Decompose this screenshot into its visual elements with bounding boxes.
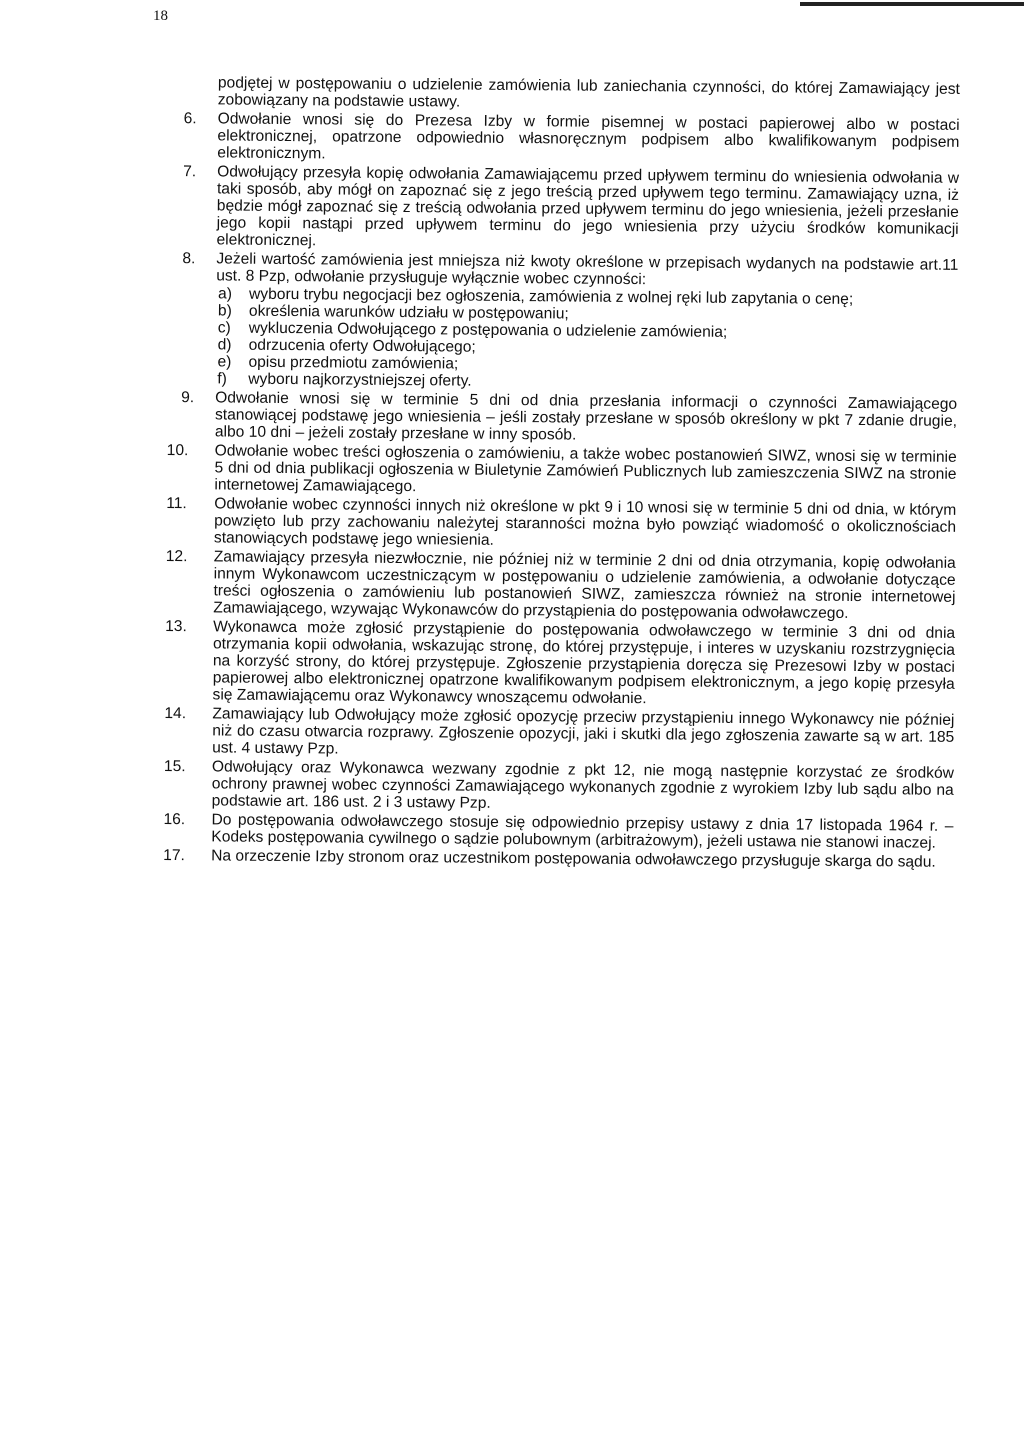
item-text: Do postępowania odwoławczego stosuje się odpowiednio przepisy ustawy z dnia 17 listopada 1964 r. – Kodeks postępowania cywilnego o sądzie polubownym (arbitrażowym), jeżeli ustawa nie stanowi inaczej. (211, 811, 954, 852)
sub-letter: c) (217, 319, 231, 337)
item-number: 14. (164, 704, 187, 723)
intro-paragraph (170, 74, 960, 115)
item-number: 9. (181, 389, 195, 407)
document-body (163, 74, 960, 873)
list-item (167, 389, 957, 447)
list-item (166, 495, 956, 553)
sub-letter: b) (217, 302, 232, 320)
item-text: Odwołujący oraz Wykonawca wezwany zgodnie z pkt 12, nie mogą następnie korzystać ze środków ochrony prawnej wobec czynności Zamawiającego wykonanych zgodnie z wyrokiem Izby lub sądu albo na podstawie art. 186 ust. 2 i 3 ustawy Pzp. (211, 758, 955, 812)
item-number: 17. (163, 846, 185, 865)
item-text: Zamawiający lub Odwołujący może zgłosić opozycję przeciw przystąpieniu innego Wykonawcy nie później niż do czasu otwarcia rozprawy. Zgłoszenie opozycji, jaki i skutki dla jego zgłoszenia zawarte są w art. 185 ust. 4 ustawy Pzp. (212, 705, 955, 758)
item-text: Jeżeli wartość zamówienia jest mniejsza niż kwoty określone w przepisach wydanych na podstawie art.11 ust. 8 Pzp, odwołanie przysługuje wyłącznie wobec czynności: (216, 250, 959, 289)
item-number: 8. (182, 250, 196, 268)
list-item (166, 442, 956, 500)
sub-text: wyboru trybu negocjacji bez ogłoszenia, zamówienia z wolnej ręki lub zapytania o cenę; (249, 285, 854, 308)
item-text: Wykonawca może zgłosić przystąpienie do postępowania odwoławczego w terminie 3 dni od dnia otrzymania kopii odwołania, wskazując stronę, do której przystępuje, i interes w uzyskaniu rozstrzygnięcia na korzyść strony, do której przystępuje. Zgłoszenie przystąpienia doręcza się Prezesowi Izby w postaci papierowej albo elektronicznej opatrzone kwalifikowanym podpisem elektronicznym, a jego kopię przesyła się Zamawiającemu oraz Wykonawcy wnoszącemu odwołanie. (212, 618, 956, 708)
list-item (169, 110, 959, 168)
sub-text: określenia warunków udziału w postępowaniu; (248, 302, 569, 323)
item-text: Odwołujący przesyła kopię odwołania Zamawiającemu przed upływem terminu do wniesienia odwołania w taki sposób, aby mógł on zapoznać się z jego treścią przed upływem tego terminu. Zamawiający uzna, iż będzie mógł zapoznać się z treścią odwołania przed upływem terminu do jego wniesienia, jeżeli przesłanie jego kopii nastąpi przed upływem terminu do jego wniesienia przy użyciu środków komunikacji elektronicznej. (216, 163, 960, 250)
item-number: 16. (163, 810, 186, 829)
list-item (163, 811, 953, 852)
item-number: 15. (163, 757, 186, 776)
item-text: Odwołanie wobec treści ogłoszenia o zamówieniu, a także wobec postanowień SIWZ, wnosi się w terminie 5 dni od dnia publikacji ogłoszenia w Biuletynie Zamówień Publicznych lub zamieszczenia SIWZ na stronie internetowej Zamawiającego. (214, 442, 957, 496)
sub-text: odrzucenia oferty Odwołującego; (248, 336, 476, 356)
sub-letter: d) (217, 336, 232, 354)
sub-letter: e) (217, 353, 232, 371)
item-text: Odwołanie wobec czynności innych niż określone w pkt 9 i 10 wnosi się w terminie 5 dni od dnia, w którym powzięto lub przy zachowaniu należytej staranności można było powziąć wiadomość o okolicznościach stanowiących podstawę jego wniesienia. (213, 495, 957, 549)
item-number: 12. (165, 547, 188, 566)
list-item (165, 548, 956, 623)
sub-letter: a) (218, 285, 233, 303)
list-item (167, 250, 958, 394)
scan-edge-line (800, 2, 1024, 6)
page-number: 18 (153, 8, 168, 24)
sub-text: wyboru najkorzystniejszej oferty. (248, 370, 472, 390)
item-number: 6. (183, 110, 197, 128)
list-item (168, 163, 959, 255)
item-text: Odwołanie wnosi się w terminie 5 dni od dnia przesłania informacji o czynności Zamawiającego stanowiącej podstawę jego wniesienia – jeśli zostały przesłane w sposób określony w pkt 7 zdanie drugie, albo 10 dni – jeżeli zostały przesłane w inny sposób. (214, 389, 958, 444)
list-item (165, 618, 956, 710)
item-text: Zamawiający przesyła niezwłocznie, nie później niż w terminie 2 dni od dnia otrzymania, kopię odwołania innym Wykonawcom uczestniczącym w postępowaniu o udzielenie zamówienia, a odwołanie dotyczące treści ogłoszenia o zamówieniu lub postanowień SIWZ, zamieszcza również na stronie internetowej Zamawiającego, wzywając Wykonawców do przystąpienia do postępowania odwoławczego. (213, 548, 956, 622)
item-number: 7. (183, 163, 197, 181)
item-text: Odwołanie wnosi się do Prezesa Izby w formie pisemnej w postaci papierowej albo w postaci elektronicznej, opatrzone odpowiednio własnoręcznym podpisem albo kwalifikowanym podpisem elektronicznym. (217, 110, 960, 163)
item-text: Na orzeczenie Izby stronom oraz uczestnikom postępowania odwoławczego przysługuje skarga do sądu. (211, 847, 936, 871)
sub-letter: f) (217, 370, 227, 388)
sub-text: wykluczenia Odwołującego z postępowania o udzielenie zamówienia; (248, 319, 728, 341)
list-item (164, 758, 954, 816)
item-number: 11. (166, 494, 187, 513)
list-item (164, 705, 954, 763)
sub-text: opisu przedmiotu zamówienia; (248, 353, 459, 373)
item-number: 10. (166, 441, 189, 460)
item-number: 13. (165, 617, 187, 636)
subitem-list (215, 285, 958, 393)
intro-text: podjętej w postępowaniu o udzielenie zamówienia lub zaniechania czynności, do której Zamawiający jest zobowiązany na podstawie ustawy. (217, 74, 960, 111)
